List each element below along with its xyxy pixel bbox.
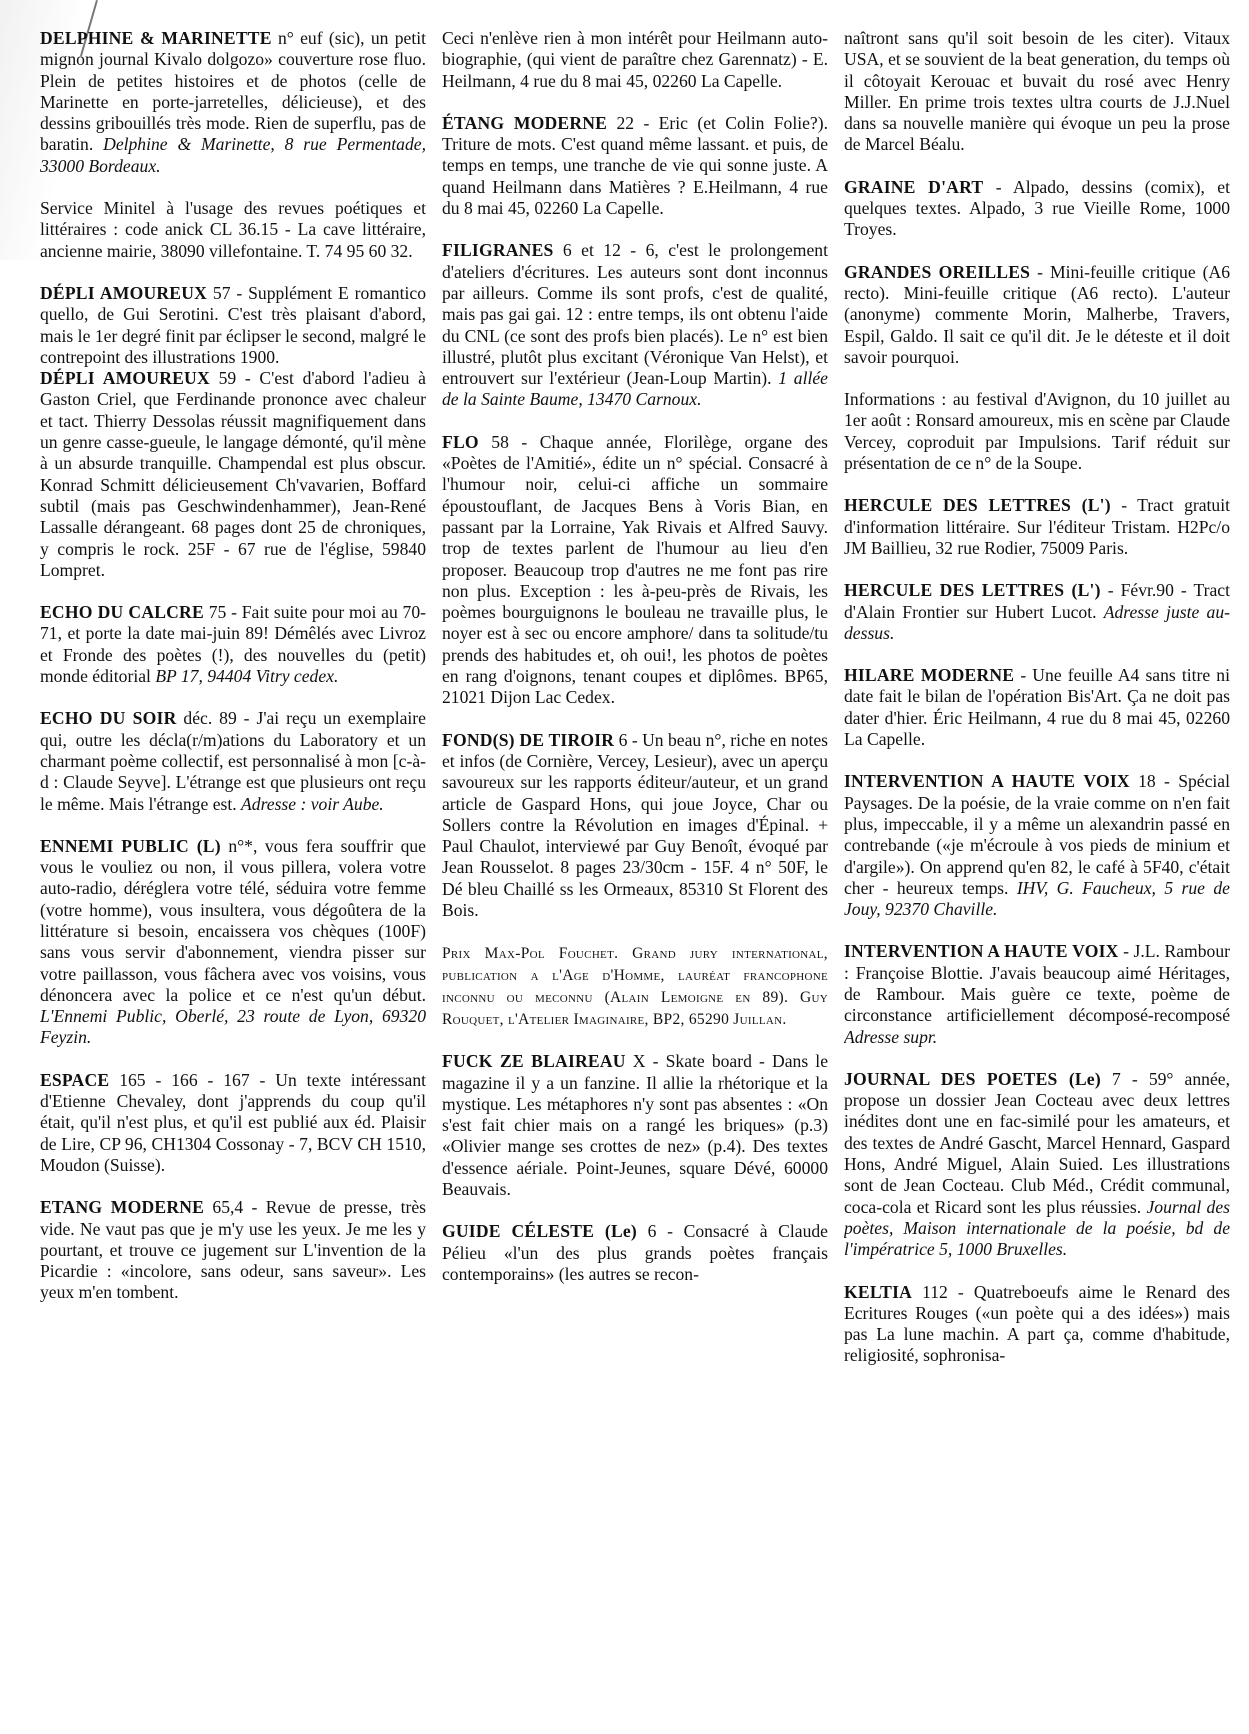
review-entry (844, 1282, 1230, 1367)
review-entry (844, 177, 1230, 241)
review-entry (442, 942, 828, 1030)
entry-notice: Prix Max-Pol Fouchet. Grand jury international, publication a l'Age d'Homme, lauréat francophone inconnu ou meconnu (Alain Lemoigne en 89). Guy Rouquet, l'Atelier Imaginaire, BP2, 65290 Juillan. (442, 945, 828, 1029)
entry-text: 65,4 - Revue de presse, très vide. Ne vaut pas que je m'y use les yeux. Je me les y pourtant, et trouve ce jugement sur L'invention de la Picardie : «incolore, sans odeur, sans saveur». Les yeux m'en tombent. (40, 1197, 426, 1303)
magazine-page (40, 28, 1230, 1718)
entry-address: Adresse supr. (844, 1026, 938, 1047)
entry-title: FILIGRANES (442, 240, 554, 261)
entry-text: - Févr.90 - Tract d'Alain Frontier sur Hubert Lucot. (844, 580, 1230, 622)
review-entry (844, 28, 1230, 156)
entry-title: GRANDES OREILLES (844, 261, 1031, 282)
review-entry (40, 1070, 426, 1176)
review-entry (442, 1051, 828, 1200)
review-entry (844, 771, 1230, 920)
entry-text: n°*, vous fera souffrir que vous le vouliez ou non, il vous pillera, volera votre auto-radio, déréglera votre télé, séduira votre femme (votre homme), vous insultera, vous dégoûtera de la littérature si besoin, encaissera vos chèques (100F) sans vous servir d'abonnement, viendra pisser sur votre paillasson, vous fâchera avec vos voisins, vous dénoncera avec la police et ce n'est qu'un début. (40, 835, 426, 1005)
entry-text: - Alpado, dessins (comix), et quelques textes. Alpado, 3 rue Vieille Rome, 1000 Troyes. (844, 176, 1230, 240)
review-entry (442, 113, 828, 219)
entry-title: ECHO DU SOIR (40, 708, 177, 729)
review-entry (844, 495, 1230, 559)
entry-title: KELTIA (844, 1281, 913, 1302)
review-entry (844, 262, 1230, 368)
entry-address: Adresse : voir Aube. (241, 793, 384, 814)
review-entry (40, 368, 426, 581)
entry-address: Delphine & Marinette, 8 rue Permentade, 33000 Bordeaux. (40, 134, 426, 176)
entry-text: 75 - Fait suite pour moi au 70-71, et porte la date mai-juin 89! Démêlés avec Livroz et Fronde des poètes (!), des nouvelles du (petit) monde éditorial (40, 602, 426, 687)
entry-title: DÉPLI AMOUREUX (40, 282, 208, 303)
entry-title: ETANG MODERNE (40, 1197, 205, 1218)
entry-address: BP 17, 94404 Vitry cedex. (155, 666, 339, 687)
entry-title: HERCULE DES LETTRES (L') (844, 580, 1101, 601)
entry-address: Adresse juste au-dessus. (844, 601, 1230, 643)
entry-text: n° euf (sic), un petit mignon journal Kivalo dolgozo» couverture rose fluo. Plein de petites histoires et de photos (celle de Marinette en porte-jarretelles, délicieuse), et des dessins gribouillés très mode. Rien de superflu, pas de baratin. (40, 28, 426, 155)
entry-title: ESPACE (40, 1069, 110, 1090)
review-entry (844, 941, 1230, 1047)
entry-text: 18 - Spécial Paysages. De la poésie, de la vraie comme on n'en fait plus, impeccable, il y a même un alexandrin passé en contrebande («je m'écroule à vos pieds de minium et d'argile»). On apprend qu'en 82, le café à 5F40, c'était cher - heureux temps. (844, 771, 1230, 898)
review-entry (40, 283, 426, 368)
entry-text: 57 - Supplément E romantico quello, de Gui Serotini. C'est très plaisant d'abord, mais le 1er degré finit par éclipser le second, malgré le contrepoint des illustrations 1900. (40, 282, 426, 367)
entry-title: ÉTANG MODERNE (442, 112, 608, 133)
entry-text: Ceci n'enlève rien à mon intérêt pour Heilmann auto-biographie, (qui vient de paraître chez Garennatz) - E. Heilmann, 4 rue du 8 mai 45, 02260 La Capelle. (442, 28, 828, 91)
entry-text: 6 - Consacré à Claude Pélieu «l'un des plus grands poètes français contemporains» (les autres se recon- (442, 1221, 828, 1284)
review-entry (844, 389, 1230, 474)
entry-title: JOURNAL DES POETES (Le) (844, 1068, 1101, 1089)
entry-title: FLO (442, 431, 479, 452)
entry-text: 22 - Eric (et Colin Folie?). Triture de mots. C'est quand même lassant. et puis, de temps en temps, une tranche de vie qui sonne juste. A quand Heilmann dans Matières ? E.Heilmann, 4 rue du 8 mai 45, 02260 La Capelle. (442, 112, 828, 219)
review-entry (40, 602, 426, 687)
review-entry (40, 28, 426, 177)
review-entry (844, 665, 1230, 750)
review-entry (442, 730, 828, 922)
entry-text: 165 - 166 - 167 - Un texte intéressant d'Etienne Chevaley, dont j'apprends du coup qu'il était, qu'il n'est plus, et qu'il est publié aux éd. Plaisir de Lire, CP 96, CH1304 Cossonay - 7, BCV CH 1510, Moudon (Suisse). (40, 1069, 426, 1175)
entry-text: naîtront sans qu'il soit besoin de les citer). Vitaux USA, et se souvient de la beat generation, du temps où il côtoyait Kerouac et buvait du rosé avec Henry Miller. En prime trois textes ultra courts de J.J.Nuel dans sa nouvelle manière qui évoque un peu la prose de Marcel Béalu. (844, 28, 1230, 155)
review-entry (844, 580, 1230, 644)
column-left (40, 28, 426, 1718)
entry-title: FOND(S) DE TIROIR (442, 729, 615, 750)
column-right (844, 28, 1230, 1718)
entry-address: Journal des poètes, Maison internationale de la poésie, bd de l'impératrice 5, 1000 Bruxelles. (844, 1196, 1230, 1260)
entry-title: GUIDE CÉLESTE (Le) (442, 1221, 637, 1242)
entry-text: - Tract gratuit d'information littéraire. Sur l'éditeur Tristam. H2Pc/o JM Baillieu, 32 rue Rodier, 75009 Paris. (844, 495, 1230, 558)
review-entry (442, 432, 828, 709)
entry-text: - Mini-feuille critique (A6 recto). Mini-feuille critique (A6 recto). L'auteur (anonyme) commente Morin, Malherbe, Travers, Espil, Galdo. Il sait ce qu'il dit. Je le déteste et il doit savoir pourquoi. (844, 261, 1230, 367)
entry-title: DELPHINE & MARINETTE (40, 28, 272, 48)
column-middle (442, 28, 828, 1718)
entry-text: 58 - Chaque année, Florilège, organe des «Poètes de l'Amitié», édite un n° spécial. Consacré à l'humour noir, celui-ci affiche un sommaire époustouflant, de Jacques Bens à Voris Bian, en passant par la Lorraine, Yak Rivais et Alfred Sauvy. trop de textes parlent de l'humour au lieu d'en proposer. Beaucoup trop d'autres ne me font pas rire non plus. Exception : les à-peu-près de Rivais, les poèmes bourguignons le bouleau ne travaille plus, le noyer est à sec ou encore amphore/ dans ta solitude/tu prends des habitudes et, oh oui!, les photos de poètes en rang d'oignons, tenant coupes et diplômes. BP65, 21021 Dijon Lac Cedex. (442, 431, 828, 708)
entry-title: ENNEMI PUBLIC (L) (40, 835, 221, 856)
entry-text: 7 - 59° année, propose un dossier Jean Cocteau avec deux lettres inédites dont une en fac-similé pour les amateurs, et des textes de André Gascht, Marcel Hennard, Gaspard Hons, André Miguel, Alain Suied. Les illustrations sont de Jean Cocteau. Club Méd., Crédit communal, coca-cola et Ricard sont les plus réussies. (844, 1068, 1230, 1217)
review-entry (442, 28, 828, 92)
entry-text: - J.L. Rambour : Françoise Blottie. J'avais beaucoup aimé Héritages, de Rambour. Mais guère ce texte, poème de circonstance artificiellement décomposé-recomposé (844, 941, 1230, 1026)
review-entry (40, 1197, 426, 1303)
entry-address: 1 allée de la Sainte Baume, 13470 Carnoux. (442, 368, 828, 410)
entry-text: 59 - C'est d'abord l'adieu à Gaston Criel, que Ferdinande prononce avec chaleur et tact. Thierry Dessolas réussit magnifiquement dans un genre casse-gueule, le langage démonté, qu'il mène à un absurde tranquille. Champendal est plus obscur. Konrad Schmitt délicieusement Ch'vavarien, Boffard subtil (mais pas Geschwindenhammer), Jean-René Lassalle dérangeant. 68 pages dont 25 de chroniques, y compris le rock. 25F - 67 rue de l'église, 59840 Lompret. (40, 368, 426, 580)
entry-text: 112 - Quatreboeufs aime le Renard des Ecritures Rouges («un poète qui a des idées») mais pas La lune machin. A part ça, comme d'habitude, religiosité, sophronisa- (844, 1281, 1230, 1366)
entry-title: GRAINE D'ART (844, 176, 984, 197)
entry-title: ECHO DU CALCRE (40, 602, 204, 623)
entry-text: Informations : au festival d'Avignon, du 10 juillet au 1er août : Ronsard amoureux, mis en scène par Claude Vercey, coproduit par Impulsions. Tarif réduit sur présentation de ce n° de la Soupe. (844, 389, 1230, 474)
entry-address: L'Ennemi Public, Oberlé, 23 route de Lyon, 69320 Feyzin. (40, 1006, 426, 1048)
entry-address: IHV, G. Faucheux, 5 rue de Jouy, 92370 Chaville. (844, 877, 1230, 920)
review-entry (442, 1221, 828, 1285)
entry-text: 6 - Un beau n°, riche en notes et infos (de Cornière, Vercey, Lesieur), avec un aperçu savoureux sur les rapports éditeur/auteur, et un grand article de Gaspard Hons, qui joue Joyce, Char ou Sollers contre la Révolution en images d'Épinal. + Paul Chaulot, interviewé par Guy Benoît, évoqué par Jean Rousselot. 8 pages 23/30cm - 15F. 4 n° 50F, le Dé bleu Chaillé ss les Ormeaux, 85310 St Florent des Bois. (442, 729, 828, 920)
entry-text: déc. 89 - J'ai reçu un exemplaire qui, outre les décla(r/m)ations du Laboratory et un charmant poème collectif, est personnalisé à mon [c-à-d : Claude Seyve]. L'étrange est que plusieurs ont reçu le même. Mais l'étrange est. (40, 708, 426, 814)
entry-title: INTERVENTION A HAUTE VOIX (844, 941, 1119, 962)
entry-title: HILARE MODERNE (844, 665, 1015, 686)
review-entry (40, 708, 426, 814)
review-entry (442, 240, 828, 410)
entry-text: Service Minitel à l'usage des revues poétiques et littéraires : code anick CL 36.15 - La cave littéraire, ancienne mairie, 38090 villefontaine. T. 74 95 60 32. (40, 198, 426, 261)
entry-text: 6 et 12 - 6, c'est le prolongement d'ateliers d'écritures. Les auteurs sont dont inconnus par ailleurs. Comme ils sont profs, c'est de qualité, mais pas gai gai. 12 : entre temps, ils ont obtenu l'aide du CNL (ce sont des profs bien placés). Le n° est bien illustré, plutôt plus excitant (Véronique Van Helst), et entrouvert sur l'extérieur (Jean-Loup Martin). (442, 240, 828, 389)
entry-title: INTERVENTION A HAUTE VOIX (844, 771, 1130, 792)
review-entry (844, 1069, 1230, 1261)
entry-title: DÉPLI AMOUREUX (40, 368, 210, 389)
review-entry (40, 198, 426, 262)
entry-text: X - Skate board - Dans le magazine il y a un fanzine. Il allie la rhétorique et la mystique. Les métaphores n'y sont pas absentes : «On s'est fait chier mais on a rangé les briques» (p.3) «Olivier mange ses crottes de nez» (p.4). Des textes d'essence aériale. Point-Jeunes, square Dévé, 60000 Beauvais. (442, 1051, 828, 1200)
entry-text: - Une feuille A4 sans titre ni date fait le bilan de l'opération Bis'Art. Ça ne doit pas dater d'hier. Éric Heilmann, 4 rue du 8 mai 45, 02260 La Capelle. (844, 665, 1230, 750)
review-entry (40, 836, 426, 1049)
entry-title: FUCK ZE BLAIREAU (442, 1051, 626, 1072)
entry-title: HERCULE DES LETTRES (L') (844, 495, 1111, 516)
